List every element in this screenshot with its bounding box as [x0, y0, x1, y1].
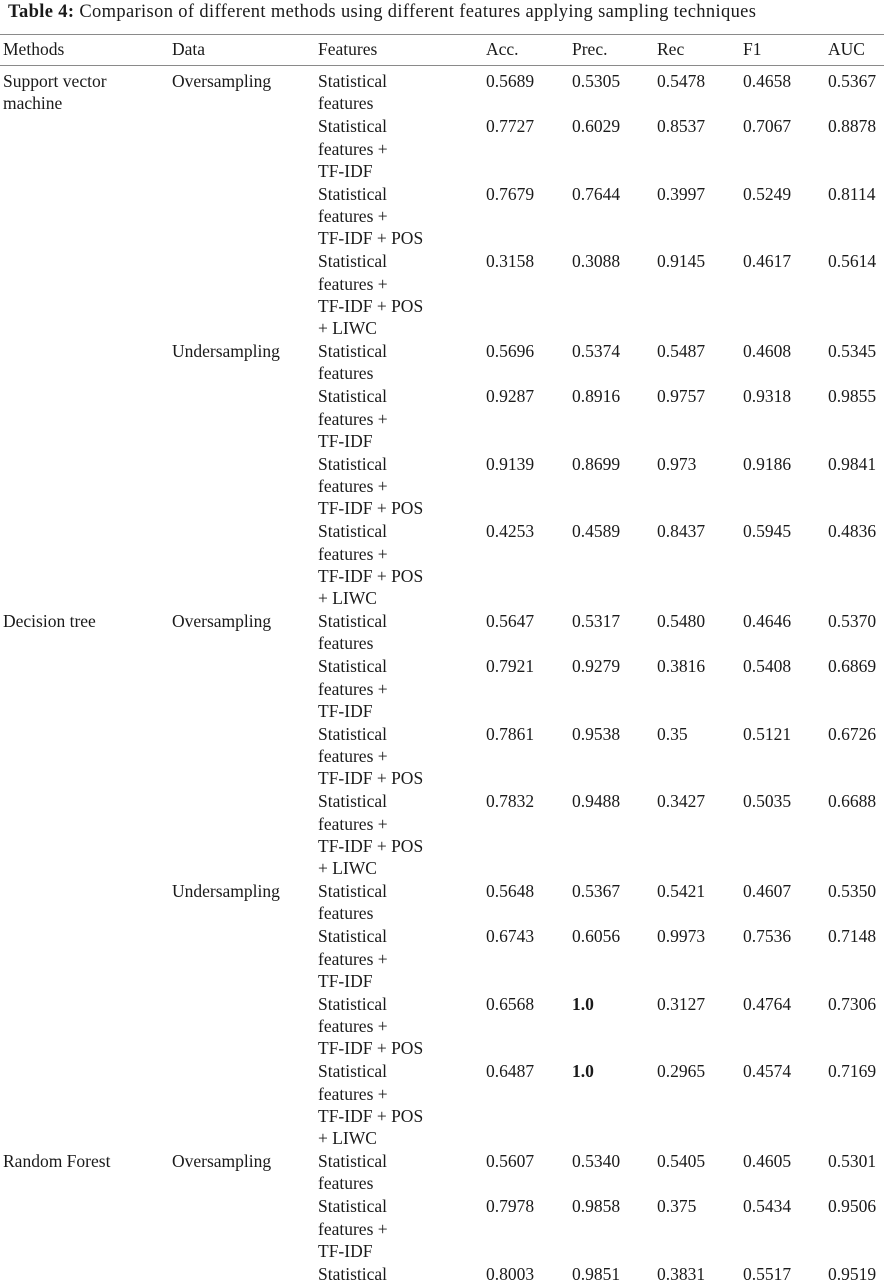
prec-cell: 0.5340: [572, 1151, 621, 1171]
features-cell-line: TF-IDF + POS: [318, 1105, 424, 1126]
top-rule: [0, 34, 884, 35]
features-cell-line: Statistical: [318, 251, 388, 272]
auc-cell: 0.9506: [828, 1196, 877, 1217]
features-cell-line: features +: [318, 476, 388, 496]
prec-cell: 0.9279: [572, 656, 621, 677]
rec-cell: 0.2965: [657, 1061, 706, 1082]
rec-cell: 0.35: [657, 723, 688, 744]
acc-cell: 0.8003: [486, 1263, 535, 1284]
rec-cell: 0.3427: [657, 791, 706, 812]
features-cell: [318, 115, 388, 182]
acc-cell: 0.7978: [486, 1196, 535, 1217]
features-cell: [318, 1060, 423, 1150]
data-cell: Undersampling: [172, 881, 280, 901]
auc-cell: 0.5367: [828, 71, 877, 91]
auc-cell: 0.7306: [828, 993, 877, 1014]
f1-cell: 0.4617: [743, 251, 792, 272]
acc-cell: 0.5607: [486, 1151, 535, 1171]
features-cell-line: Statistical: [318, 71, 388, 91]
features-cell: [318, 520, 423, 610]
f1-cell: 0.5035: [743, 791, 792, 812]
method-cell-line: Decision tree: [3, 611, 96, 631]
acc-cell: 0.5696: [486, 341, 535, 361]
prec-cell: 0.5367: [572, 881, 621, 901]
features-cell-line: Statistical: [318, 521, 388, 542]
f1-cell: 0.4646: [743, 611, 792, 631]
auc-cell: 0.5301: [828, 1151, 877, 1171]
acc-cell: 0.7921: [486, 656, 535, 677]
features-cell-line: features +: [318, 273, 388, 294]
prec-cell: 0.3088: [572, 251, 621, 272]
acc-cell: 0.7679: [486, 183, 535, 204]
acc-cell: 0.4253: [486, 521, 535, 542]
f1-cell: 0.4764: [743, 993, 792, 1014]
prec-cell: 0.8916: [572, 386, 621, 407]
prec-cell: 0.6029: [572, 116, 621, 137]
features-cell-line: features +: [318, 543, 388, 564]
features-cell: [318, 340, 387, 385]
features-cell-line: Statistical: [318, 1263, 388, 1284]
features-cell-line: TF-IDF + POS: [318, 565, 424, 586]
features-cell-line: Statistical: [318, 656, 388, 677]
acc-cell: 0.7727: [486, 116, 535, 137]
header-methods: Methods: [3, 39, 65, 59]
auc-cell: 0.9855: [828, 386, 877, 407]
auc-cell: 0.8114: [828, 183, 876, 204]
auc-cell: 0.5345: [828, 341, 877, 361]
rec-cell: 0.5421: [657, 881, 706, 901]
acc-cell: 0.5689: [486, 71, 535, 91]
auc-cell: 0.5370: [828, 611, 877, 631]
prec-cell: 0.9851: [572, 1263, 621, 1284]
features-cell-line: features: [318, 93, 374, 114]
features-cell-line: Statistical: [318, 723, 388, 744]
auc-cell: 0.5350: [828, 881, 877, 901]
features-cell-line: + LIWC: [318, 318, 377, 339]
features-cell-line: Statistical: [318, 881, 388, 901]
features-cell-line: TF-IDF: [318, 970, 373, 991]
f1-cell: 0.5121: [743, 723, 792, 744]
features-cell-line: Statistical: [318, 1196, 388, 1217]
features-cell: [318, 1195, 388, 1262]
features-cell-line: features +: [318, 1016, 388, 1036]
features-cell-line: Statistical: [318, 183, 388, 204]
features-cell: [318, 880, 387, 925]
features-cell: [318, 70, 387, 115]
acc-cell: 0.5648: [486, 881, 535, 901]
features-cell: [318, 925, 388, 992]
header-rec: Rec: [657, 39, 685, 59]
prec-cell: 0.7644: [572, 183, 621, 204]
f1-cell: 0.4658: [743, 71, 792, 91]
features-cell-line: features +: [318, 948, 388, 969]
header-data: Data: [172, 39, 206, 59]
data-cell: Undersampling: [172, 341, 280, 361]
auc-cell: 0.6869: [828, 656, 877, 677]
rec-cell: 0.3831: [657, 1263, 706, 1284]
header-acc: Acc.: [486, 39, 519, 59]
prec-cell: 0.8699: [572, 453, 621, 474]
rec-cell: 0.5405: [657, 1151, 706, 1171]
features-cell-line: + LIWC: [318, 1128, 377, 1149]
features-cell-line: Statistical: [318, 791, 388, 812]
features-cell-line: features +: [318, 206, 388, 226]
acc-cell: 0.6568: [486, 993, 535, 1014]
f1-cell: 0.5517: [743, 1263, 792, 1284]
header-features: Features: [318, 39, 378, 59]
f1-cell: 0.4605: [743, 1151, 792, 1171]
table-caption-text: Comparison of different methods using different features applying sampling techniques: [79, 2, 757, 22]
acc-cell: 0.9139: [486, 453, 535, 474]
features-cell-line: TF-IDF: [318, 160, 373, 181]
features-cell-line: Statistical: [318, 1061, 388, 1082]
table-caption: [8, 0, 880, 24]
rec-cell: 0.9145: [657, 251, 706, 272]
prec-cell: 0.9488: [572, 791, 621, 812]
rec-cell: 0.3816: [657, 656, 706, 677]
features-cell: [318, 1263, 387, 1285]
features-cell: [318, 385, 388, 452]
rec-cell: 0.3127: [657, 993, 706, 1014]
acc-cell: 0.6743: [486, 926, 535, 947]
features-cell-line: features: [318, 633, 374, 654]
prec-cell: 0.9858: [572, 1196, 621, 1217]
prec-cell: 0.9538: [572, 723, 621, 744]
rec-cell: 0.9973: [657, 926, 706, 947]
rec-cell: 0.3997: [657, 183, 706, 204]
acc-cell: 0.9287: [486, 386, 535, 407]
acc-cell: 0.7861: [486, 723, 535, 744]
auc-cell: 0.7169: [828, 1061, 877, 1082]
header-auc: AUC: [828, 39, 865, 59]
prec-cell: 1.0: [572, 993, 594, 1014]
rec-cell: 0.9757: [657, 386, 706, 407]
acc-cell: 0.5647: [486, 611, 535, 631]
rec-cell: 0.5487: [657, 341, 706, 361]
header-rule: [0, 65, 884, 66]
f1-cell: 0.5249: [743, 183, 792, 204]
features-cell: [318, 183, 423, 250]
data-cell: Oversampling: [172, 611, 272, 631]
features-cell-line: Statistical: [318, 1151, 388, 1171]
method-cell: [3, 610, 96, 632]
f1-cell: 0.5408: [743, 656, 792, 677]
features-cell-line: TF-IDF + POS: [318, 295, 424, 316]
features-cell: [318, 610, 387, 655]
auc-cell: 0.6726: [828, 723, 877, 744]
features-cell-line: TF-IDF: [318, 700, 373, 721]
features-cell: [318, 250, 423, 340]
auc-cell: 0.8878: [828, 116, 877, 137]
features-cell-line: features: [318, 1173, 374, 1194]
features-cell-line: features +: [318, 746, 388, 766]
method-cell: [3, 1150, 110, 1172]
f1-cell: 0.9318: [743, 386, 792, 407]
features-cell-line: Statistical: [318, 386, 388, 407]
features-cell-line: TF-IDF + POS: [318, 228, 424, 249]
features-cell-line: Statistical: [318, 453, 388, 474]
features-cell-line: features +: [318, 678, 388, 699]
f1-cell: 0.4607: [743, 881, 792, 901]
auc-cell: 0.4836: [828, 521, 877, 542]
f1-cell: 0.4608: [743, 341, 792, 361]
features-cell-line: TF-IDF: [318, 1240, 373, 1261]
rec-cell: 0.8537: [657, 116, 706, 137]
rec-cell: 0.5478: [657, 71, 706, 91]
table-label: Table 4:: [8, 2, 75, 22]
header-prec: Prec.: [572, 39, 608, 59]
features-cell-line: TF-IDF + POS: [318, 1038, 424, 1059]
auc-cell: 0.5614: [828, 251, 877, 272]
features-cell-line: features: [318, 903, 374, 924]
method-cell-line: Support vector: [3, 71, 107, 91]
rec-cell: 0.973: [657, 453, 697, 474]
prec-cell: 0.5374: [572, 341, 621, 361]
data-cell: Oversampling: [172, 71, 272, 91]
features-cell-line: Statistical: [318, 611, 388, 631]
method-cell-line: Random Forest: [3, 1151, 111, 1171]
prec-cell: 0.5317: [572, 611, 621, 631]
prec-cell: 0.6056: [572, 926, 621, 947]
acc-cell: 0.3158: [486, 251, 535, 272]
auc-cell: 0.7148: [828, 926, 877, 947]
features-cell: [318, 453, 423, 520]
features-cell-line: TF-IDF + POS: [318, 498, 424, 519]
rec-cell: 0.8437: [657, 521, 706, 542]
features-cell-line: features +: [318, 813, 388, 834]
method-cell: [3, 70, 107, 115]
features-cell-line: Statistical: [318, 926, 388, 947]
features-cell-line: features +: [318, 138, 388, 159]
f1-cell: 0.9186: [743, 453, 792, 474]
f1-cell: 0.5434: [743, 1196, 792, 1217]
features-cell-line: + LIWC: [318, 588, 377, 609]
rec-cell: 0.375: [657, 1196, 697, 1217]
features-cell: [318, 1150, 387, 1195]
method-cell-line: machine: [3, 93, 63, 114]
features-cell-line: features +: [318, 1083, 388, 1104]
f1-cell: 0.7536: [743, 926, 792, 947]
features-cell-line: features +: [318, 1218, 388, 1239]
features-cell-line: TF-IDF + POS: [318, 835, 424, 856]
prec-cell: 0.4589: [572, 521, 621, 542]
header-f1: F1: [743, 39, 762, 59]
features-cell-line: TF-IDF: [318, 430, 373, 451]
features-cell-line: features +: [318, 408, 388, 429]
rec-cell: 0.5480: [657, 611, 706, 631]
features-cell-line: Statistical: [318, 116, 388, 137]
features-cell-line: + LIWC: [318, 858, 377, 879]
prec-cell: 0.5305: [572, 71, 621, 91]
acc-cell: 0.6487: [486, 1061, 535, 1082]
f1-cell: 0.4574: [743, 1061, 792, 1082]
auc-cell: 0.9519: [828, 1263, 877, 1284]
data-cell: Oversampling: [172, 1151, 272, 1171]
f1-cell: 0.5945: [743, 521, 792, 542]
features-cell-line: Statistical: [318, 341, 388, 361]
features-cell: [318, 993, 423, 1060]
features-cell-line: features: [318, 363, 374, 384]
features-cell: [318, 790, 423, 880]
features-cell-line: Statistical: [318, 993, 388, 1014]
auc-cell: 0.6688: [828, 791, 877, 812]
features-cell: [318, 655, 388, 722]
f1-cell: 0.7067: [743, 116, 792, 137]
features-cell: [318, 723, 423, 790]
prec-cell: 1.0: [572, 1061, 594, 1082]
acc-cell: 0.7832: [486, 791, 535, 812]
features-cell-line: TF-IDF + POS: [318, 768, 424, 789]
auc-cell: 0.9841: [828, 453, 877, 474]
